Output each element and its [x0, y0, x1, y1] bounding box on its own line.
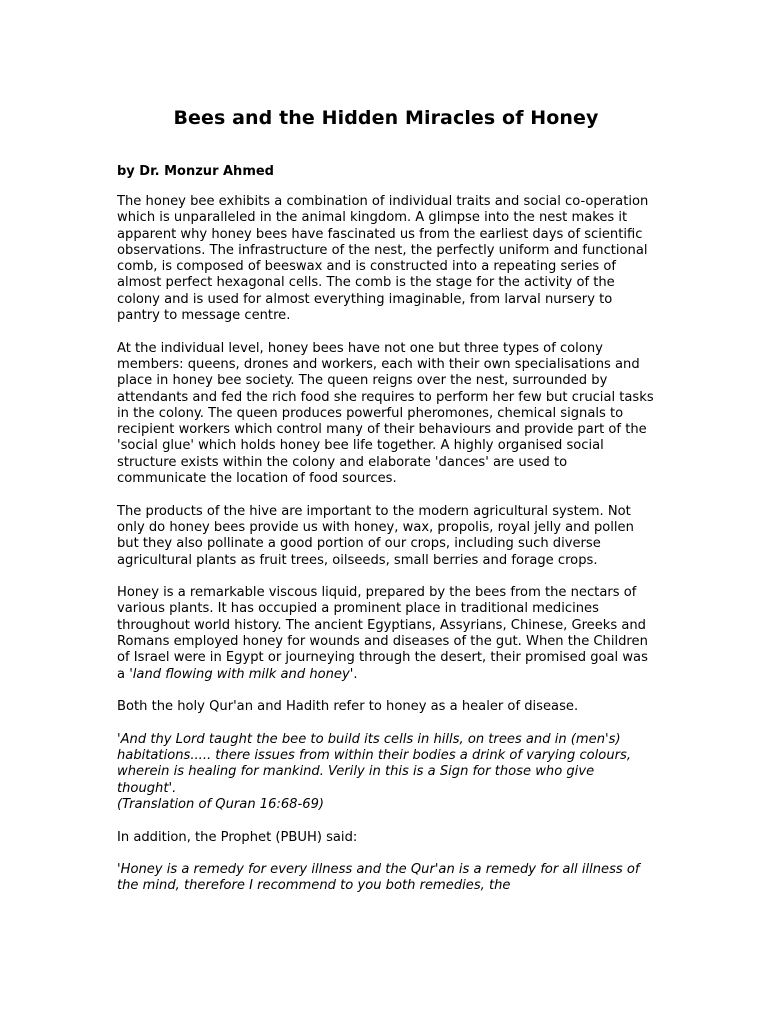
paragraph-5: Both the holy Qur'an and Hadith refer to honey as a healer of disease.: [117, 699, 579, 715]
document-title: Bees and the Hidden Miracles of Honey: [173, 107, 599, 129]
document-page: [117, 104, 655, 894]
author-byline: by Dr. Monzur Ahmed: [117, 164, 274, 179]
hadith-quote: 'Honey is a remedy for every illness and the Qur'an is a remedy for all illness of the mind, therefore I recommend to you both remedies, the: [117, 862, 640, 894]
paragraph-6: In addition, the Prophet (PBUH) said:: [117, 829, 358, 845]
document-body: [117, 194, 655, 911]
paragraph-4-quote: 'land flowing with milk and honey': [129, 666, 354, 682]
paragraph-4-end: .: [353, 666, 358, 682]
quran-quote-reference: (Translation of Quran 16:68-69): [117, 796, 325, 812]
paragraph-1: The honey bee exhibits a combination of individual traits and social co-operation which is unparalleled in the animal kingdom. A glimpse into the nest makes it apparent why honey bees have fascinated us from the earliest days of scientific observations. The infrastructure of the nest, the perfectly uniform and functional comb, is composed of beeswax and is constructed into a repeating series of almost perfect hexagonal cells. The comb is the stage for the activity of the colony and is used for almost everything imaginable, from larval nursery to pantry to message centre.: [117, 194, 649, 324]
paragraph-3: The products of the hive are important to the modern agricultural system. Not only do honey bees provide us with honey, wax, propolis, royal jelly and pollen but they also pollinate a good portion of our crops, including such diverse agricultural plants as fruit trees, oilseeds, small berries and forage crops.: [117, 503, 634, 568]
paragraph-2: At the individual level, honey bees have not one but three types of colony members: queens, drones and workers, each with their own specialisations and place in honey bee society. The queen reigns over the nest, surrounded by attendants and fed the rich food she requires to perform her few but crucial tasks in the colony. The queen produces powerful pheromones, chemical signals to recipient workers which control many of their behaviours and provide part of the 'social glue' which holds honey bee life together. A highly organised social structure exists within the colony and elaborate 'dances' are used to communicate the location of food sources.: [117, 340, 654, 487]
paragraph-4-text: Honey is a remarkable viscous liquid, prepared by the bees from the nectars of various plants. It has occupied a prominent place in traditional medicines throughout world history. The ancient Egyptians, Assyrians, Chinese, Greeks and Romans employed honey for wounds and diseases of the gut. When the Children of Israel were in Egypt or journeying through the desert, their promised goal was a: [117, 585, 648, 682]
quran-quote: [117, 732, 655, 813]
quran-quote-text: 'And thy Lord taught the bee to build its cells in hills, on trees and in (men's) habitations..... there issues from within their bodies a drink of varying colours, wherein is healing for mankind. Verily in this is a Sign for those who give thought'.: [117, 731, 631, 796]
paragraph-4: [117, 585, 655, 683]
